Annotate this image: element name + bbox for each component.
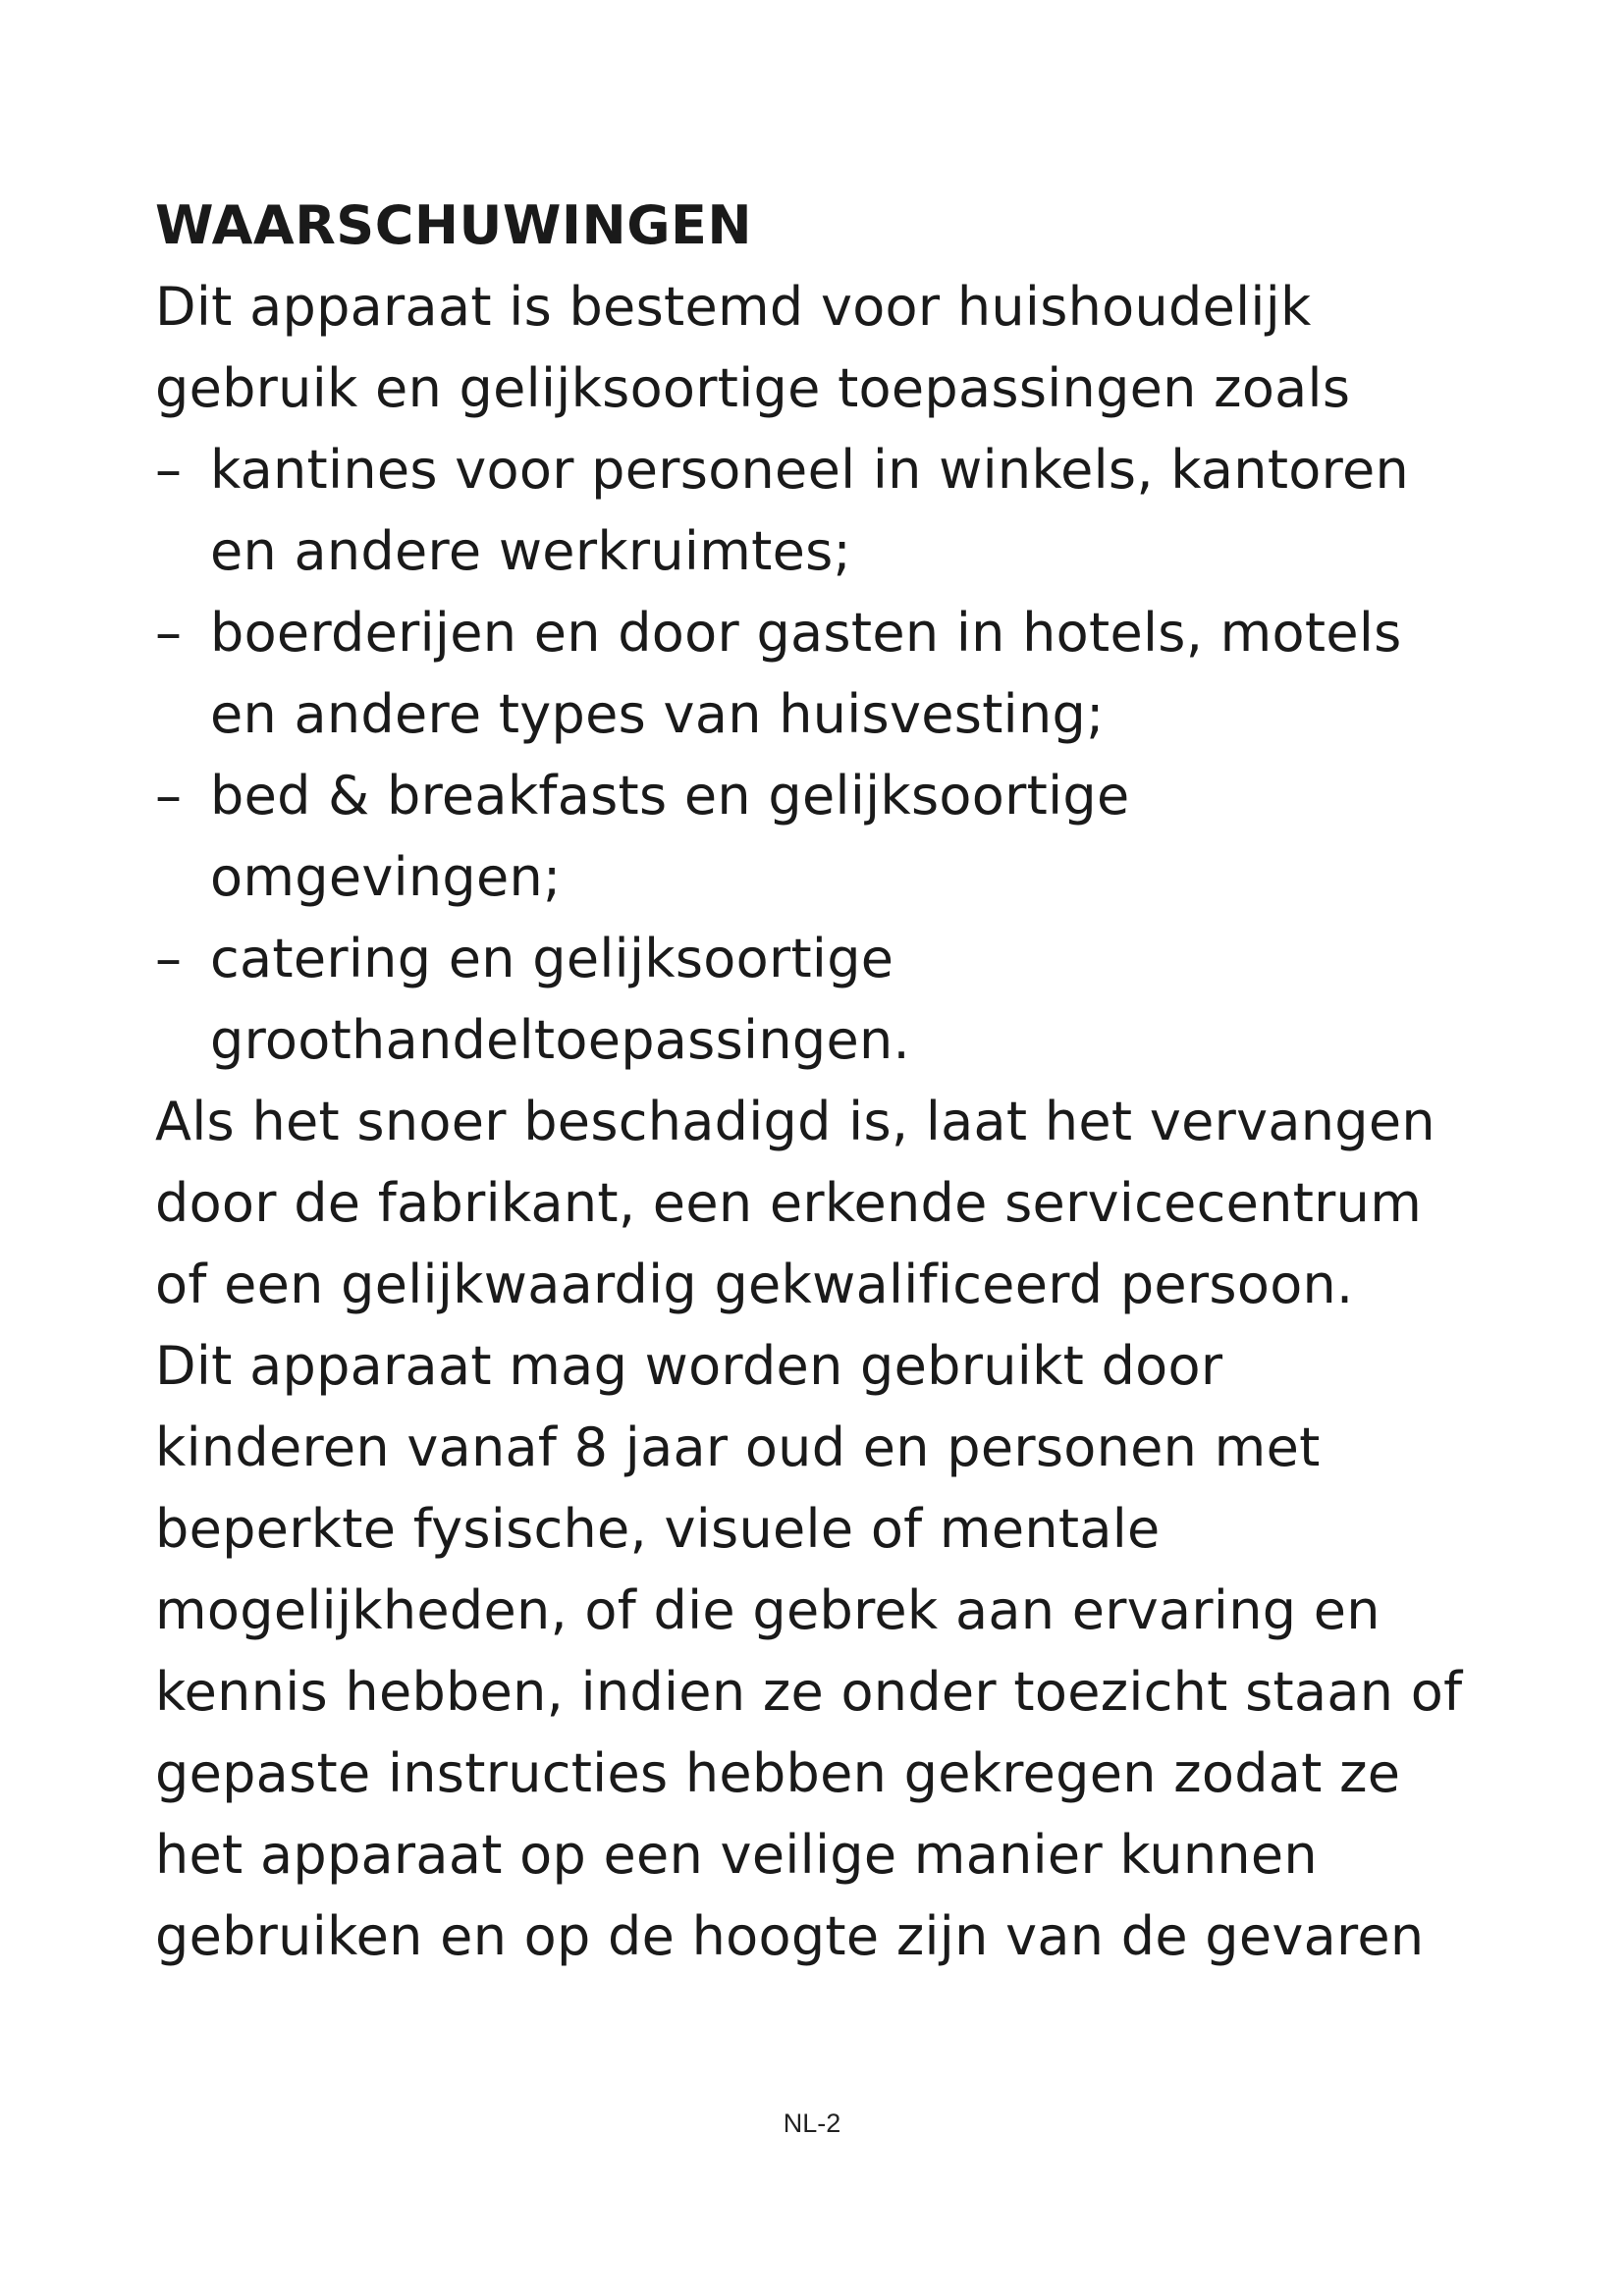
text-line: gepaste instructies hebben gekregen zodat ze [155,1742,1401,1804]
list-item [155,918,1530,1081]
list-item-line: bed & breakfasts en gelijksoortige [210,765,1130,827]
dash-bullet: – [155,765,183,827]
list-item [155,755,1530,918]
list-item-line: en andere types van huisvesting; [210,683,1105,745]
text-line: Dit apparaat is bestemd voor huishoudelijk [155,276,1312,338]
text-line: het apparaat op een veilige manier kunnen [155,1824,1318,1886]
list-item-line: en andere werkruimtes; [210,520,852,582]
text-line: kennis hebben, indien ze onder toezicht staan of [155,1661,1463,1723]
page-number: NL-2 [783,2109,841,2138]
text-line: kinderen vanaf 8 jaar oud en personen met [155,1416,1321,1478]
children-paragraph [155,1325,1530,1977]
text-line: beperkte fysische, visuele of mentale [155,1498,1161,1560]
text-line: gebruik en gelijksoortige toepassingen zoals [155,357,1351,419]
intro-paragraph [155,266,1530,429]
warnings-section [155,185,1530,1977]
list-item-line: boerderijen en door gasten in hotels, motels [210,602,1402,664]
text-line: mogelijkheden, of die gebrek aan ervaring en [155,1579,1380,1641]
dash-bullet: – [155,439,183,501]
text-line: door de fabrikant, een erkende servicecentrum [155,1172,1423,1234]
text-line: of een gelijkwaardig gekwalificeerd persoon. [155,1254,1354,1315]
text-line: Dit apparaat mag worden gebruikt door [155,1335,1223,1397]
section-heading: WAARSCHUWINGEN [155,194,753,256]
list-item [155,592,1530,755]
list-item-line: omgevingen; [210,846,562,908]
usage-list [155,429,1530,1081]
text-line: gebruiken en op de hoogte zijn van de gevaren [155,1905,1425,1967]
list-item-line: groothandeltoepassingen. [210,1009,910,1071]
text-line: Als het snoer beschadigd is, laat het vervangen [155,1091,1435,1152]
cord-paragraph [155,1081,1530,1325]
list-item-line: kantines voor personeel in winkels, kantoren [210,439,1410,501]
list-item [155,429,1530,592]
dash-bullet: – [155,602,183,664]
dash-bullet: – [155,928,183,989]
list-item-line: catering en gelijksoortige [210,928,894,989]
